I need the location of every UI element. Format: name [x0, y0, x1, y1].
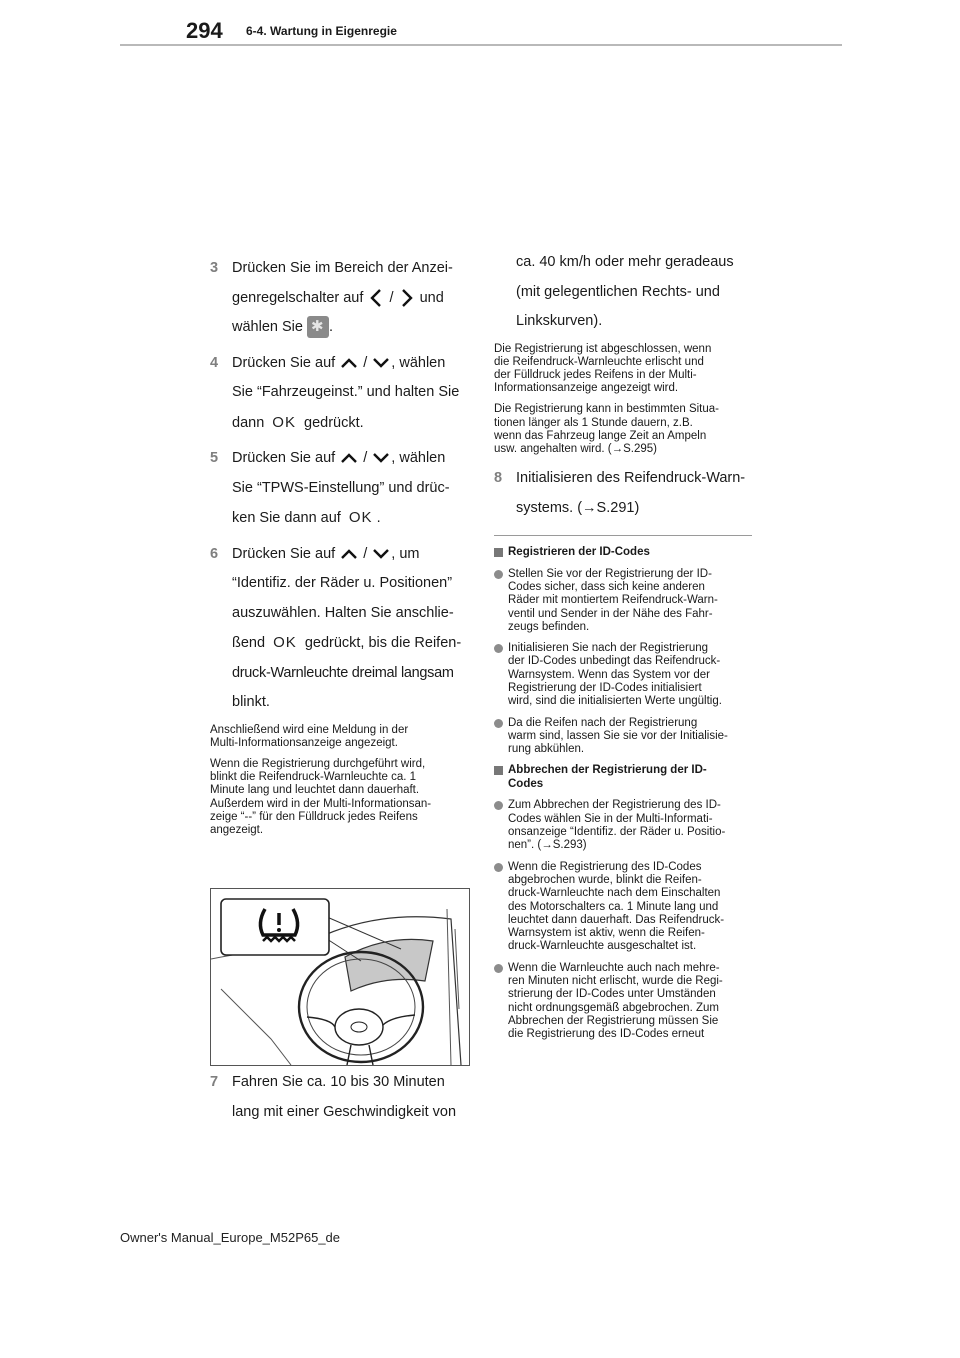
steering-wheel-drawing — [211, 889, 469, 1065]
bullet-dot-icon — [494, 570, 503, 579]
step-text: Sie “Fahrzeugeinst.” und halten Sie — [232, 384, 460, 400]
note-line: Die Registrierung kann in bestimmten Situa- — [494, 403, 719, 416]
bullet-line: druck-Warnleuchte ausgeschaltet ist. — [508, 940, 697, 953]
section-divider — [494, 535, 752, 536]
note-line: der Fülldruck jedes Reifens in der Multi- — [494, 368, 697, 381]
step-number: 5 — [210, 450, 219, 466]
bullet-line: druck-Warnleuchte nach dem Einschalten — [508, 887, 721, 900]
bullet-line: Registrierung der ID-Codes initialisiert — [508, 682, 702, 694]
step-7 — [210, 1068, 472, 1127]
chevron-right-icon — [398, 287, 416, 309]
ok-icon: OK — [348, 509, 373, 526]
step-7-continued — [494, 248, 752, 337]
step-text — [232, 349, 472, 379]
section-1-bullets — [494, 568, 752, 757]
separator: / — [363, 545, 368, 562]
separator: / — [363, 450, 368, 466]
bullet-item — [494, 962, 752, 1042]
bullet-line: Codes sicher, dass sich keine anderen — [508, 580, 705, 593]
dashboard-illustration — [210, 888, 470, 1066]
chevron-down-icon — [371, 355, 391, 371]
step-number: 3 — [210, 260, 219, 276]
step-4 — [210, 349, 472, 439]
note-line: wenn das Fahrzeug lange Zeit an Ampeln — [494, 429, 707, 442]
section-heading — [494, 546, 752, 560]
bullet-line: Wenn die Warnleuchte auch nach mehre- — [508, 961, 720, 974]
step-text — [232, 503, 472, 534]
step-text-part: gedrückt. — [304, 414, 364, 431]
step-text-part: . — [328, 319, 333, 335]
page-number: 294 — [186, 18, 223, 43]
bullet-item — [494, 861, 752, 954]
section-heading — [494, 764, 752, 791]
bullet-line: nicht ordnungsgemäß abgebrochen. Zum — [508, 1001, 719, 1014]
step-text: blinkt. — [232, 694, 270, 710]
step-text-part: . — [376, 510, 381, 526]
ok-icon: OK — [273, 634, 297, 651]
ok-icon: OK — [272, 413, 296, 431]
step-number: 6 — [210, 545, 219, 562]
chevron-down-icon — [371, 546, 391, 562]
section-2-bullets — [494, 799, 752, 1041]
bullet-item — [494, 642, 752, 708]
separator: / — [389, 289, 394, 306]
heading-text: Registrieren der ID-Codes — [508, 546, 650, 559]
bullet-line: des Motorschalters ca. 1 Minute lang und — [508, 900, 719, 913]
note-line: zeige “--” für den Fülldruck jedes Reifens — [210, 810, 418, 823]
gear-icon — [307, 316, 329, 338]
chevron-up-icon — [339, 546, 359, 562]
bullet-dot-icon — [494, 964, 503, 973]
step-text: systems. (→S.291) — [516, 499, 640, 516]
bullet-line: Warnsystem ist aktiv, wenn die Reifen- — [508, 927, 705, 940]
step-text-part: genregelschalter auf — [232, 289, 364, 306]
step-text-part: dann — [232, 414, 265, 431]
step-text: ca. 40 km/h oder mehr geradeaus — [516, 254, 734, 270]
step-text: Initialisieren des Reifendruck-Warn- — [516, 470, 746, 487]
step-text-part: und — [419, 289, 444, 306]
bullet-dot-icon — [494, 644, 503, 653]
step-number: 4 — [210, 354, 219, 371]
note-line: Informationsanzeige angezeigt wird. — [494, 382, 679, 395]
step-text-part: , wählen — [391, 450, 446, 466]
right-column — [494, 254, 752, 1050]
step-text: Sie “TPWS-Einstellung” und drüc- — [232, 479, 450, 496]
bullet-line: Zum Abbrechen der Registrierung des ID- — [508, 799, 721, 812]
bullet-line: rung abkühlen. — [508, 743, 585, 756]
step-6 — [210, 540, 472, 718]
step-text: druck-Warnleuchte dreimal langsam — [232, 664, 454, 681]
header-divider — [120, 44, 842, 46]
note-line: Anschließend wird eine Meldung in der — [210, 723, 409, 736]
note-message-shown — [210, 724, 472, 750]
bullet-line: nen”. (→S.293) — [508, 839, 587, 852]
bullet-line: wird, sind die initialisierten Werte ungültig. — [508, 695, 722, 708]
step-text-part: Drücken Sie auf — [232, 354, 336, 371]
bullet-line: die Registrierung des ID-Codes erneut — [508, 1028, 705, 1041]
step-number: 8 — [494, 470, 503, 487]
heading-text: Abbrechen der Registrierung der ID- — [508, 764, 707, 777]
step-text — [232, 628, 472, 659]
step-text-part: , um — [391, 545, 420, 562]
note-line: usw. angehalten wird. (→S.295) — [494, 442, 658, 455]
bullet-line: zeugs befinden. — [508, 620, 590, 633]
bullet-line: Stellen Sie vor der Registrierung der ID- — [508, 567, 712, 580]
bullet-item — [494, 799, 752, 852]
note-line: Minute lang und leuchtet dann dauerhaft. — [210, 784, 420, 797]
step-text-part: Drücken Sie auf — [232, 450, 336, 466]
step-text — [232, 540, 472, 570]
step-text — [232, 284, 472, 314]
step-8 — [494, 464, 752, 523]
square-bullet-icon — [494, 766, 503, 775]
step-text-part: wählen Sie — [232, 319, 303, 335]
step-5 — [210, 444, 472, 534]
square-bullet-icon — [494, 548, 503, 557]
bullet-dot-icon — [494, 719, 503, 728]
bullet-line: Abbrechen der Registrierung müssen Sie — [508, 1014, 719, 1027]
step-text-part: Drücken Sie auf — [232, 545, 336, 562]
bullet-line: abgebrochen wurde, blinkt die Reifen- — [508, 873, 702, 886]
note-line: tionen länger als 1 Stunde dauern, z.B. — [494, 416, 693, 429]
bullet-line: Räder mit montiertem Reifendruck-Warn- — [508, 594, 718, 607]
step-3 — [210, 254, 472, 343]
bullet-line: der ID-Codes unbedingt das Reifendruck- — [508, 655, 721, 668]
note-registration-duration — [494, 403, 752, 456]
bullet-line: Wenn die Registrierung des ID-Codes — [508, 860, 702, 873]
step-text — [232, 444, 472, 474]
step-text — [232, 313, 472, 343]
step-7-block — [210, 1068, 472, 1133]
bullet-line: warm sind, lassen Sie sie vor der Initialisie- — [508, 729, 728, 742]
note-line: Multi-Informationsanzeige angezeigt. — [210, 736, 398, 749]
bullet-line: strierung der ID-Codes unter Umständen — [508, 988, 716, 1001]
bullet-line: Warnsystem. Wenn das System vor der — [508, 668, 710, 681]
bullet-item — [494, 717, 752, 757]
note-line: blinkt die Reifendruck-Warnleuchte ca. 1 — [210, 771, 417, 784]
note-registration-complete — [494, 343, 752, 396]
bullet-line: Initialisieren Sie nach der Registrierung — [508, 642, 709, 655]
chevron-up-icon — [339, 355, 359, 371]
note-line: Wenn die Registrierung durchgeführt wird, — [210, 757, 426, 770]
note-line: Außerdem wird in der Multi-Informationsan- — [210, 797, 432, 810]
step-text: Fahren Sie ca. 10 bis 30 Minuten — [232, 1074, 445, 1090]
tire-pressure-warning-icon — [255, 905, 303, 949]
step-text-part: ßend — [232, 635, 266, 651]
step-text: auszuwählen. Halten Sie anschlie- — [232, 604, 454, 621]
step-text-part: , wählen — [391, 354, 446, 371]
bullet-line: Da die Reifen nach der Registrierung — [508, 716, 698, 729]
step-text — [232, 408, 472, 439]
step-number: 7 — [210, 1074, 219, 1090]
footer-text: Owner's Manual_Europe_M52P65_de — [120, 1230, 341, 1245]
note-line: angezeigt. — [210, 823, 264, 836]
bullet-line: leuchtet dann dauerhaft. Das Reifendruck- — [508, 913, 725, 926]
heading-text: Codes — [508, 777, 544, 790]
step-text-part: gedrückt, bis die Reifen- — [304, 635, 462, 651]
note-line: Die Registrierung ist abgeschlossen, wenn — [494, 342, 712, 355]
chevron-left-icon — [367, 287, 385, 309]
section-title: 6-4. Wartung in Eigenregie — [246, 24, 397, 38]
note-line: die Reifendruck-Warnleuchte erlischt und — [494, 355, 704, 368]
left-column — [210, 254, 472, 845]
chevron-up-icon — [339, 450, 359, 466]
note-registration-blink — [210, 758, 472, 837]
step-text-part: ken Sie dann auf — [232, 510, 341, 526]
bullet-dot-icon — [494, 801, 503, 810]
bullet-line: Codes wählen Sie in der Multi-Informati- — [508, 812, 713, 825]
bullet-dot-icon — [494, 863, 503, 872]
bullet-item — [494, 568, 752, 634]
bullet-line: ren Minuten nicht erlischt, wurde die Regi- — [508, 975, 723, 988]
bullet-line: ventil und Sender in der Nähe des Fahr- — [508, 607, 713, 620]
step-text: lang mit einer Geschwindigkeit von — [232, 1103, 457, 1120]
separator: / — [363, 354, 368, 371]
chevron-down-icon — [371, 450, 391, 466]
step-text: (mit gelegentlichen Rechts- und — [516, 283, 720, 300]
step-text: Drücken Sie im Bereich der Anzei- — [232, 260, 453, 276]
step-text: Linkskurven). — [516, 313, 603, 329]
bullet-line: onsanzeige “Identifiz. der Räder u. Positio- — [508, 826, 726, 839]
step-text: “Identifiz. der Räder u. Positionen” — [232, 575, 453, 591]
